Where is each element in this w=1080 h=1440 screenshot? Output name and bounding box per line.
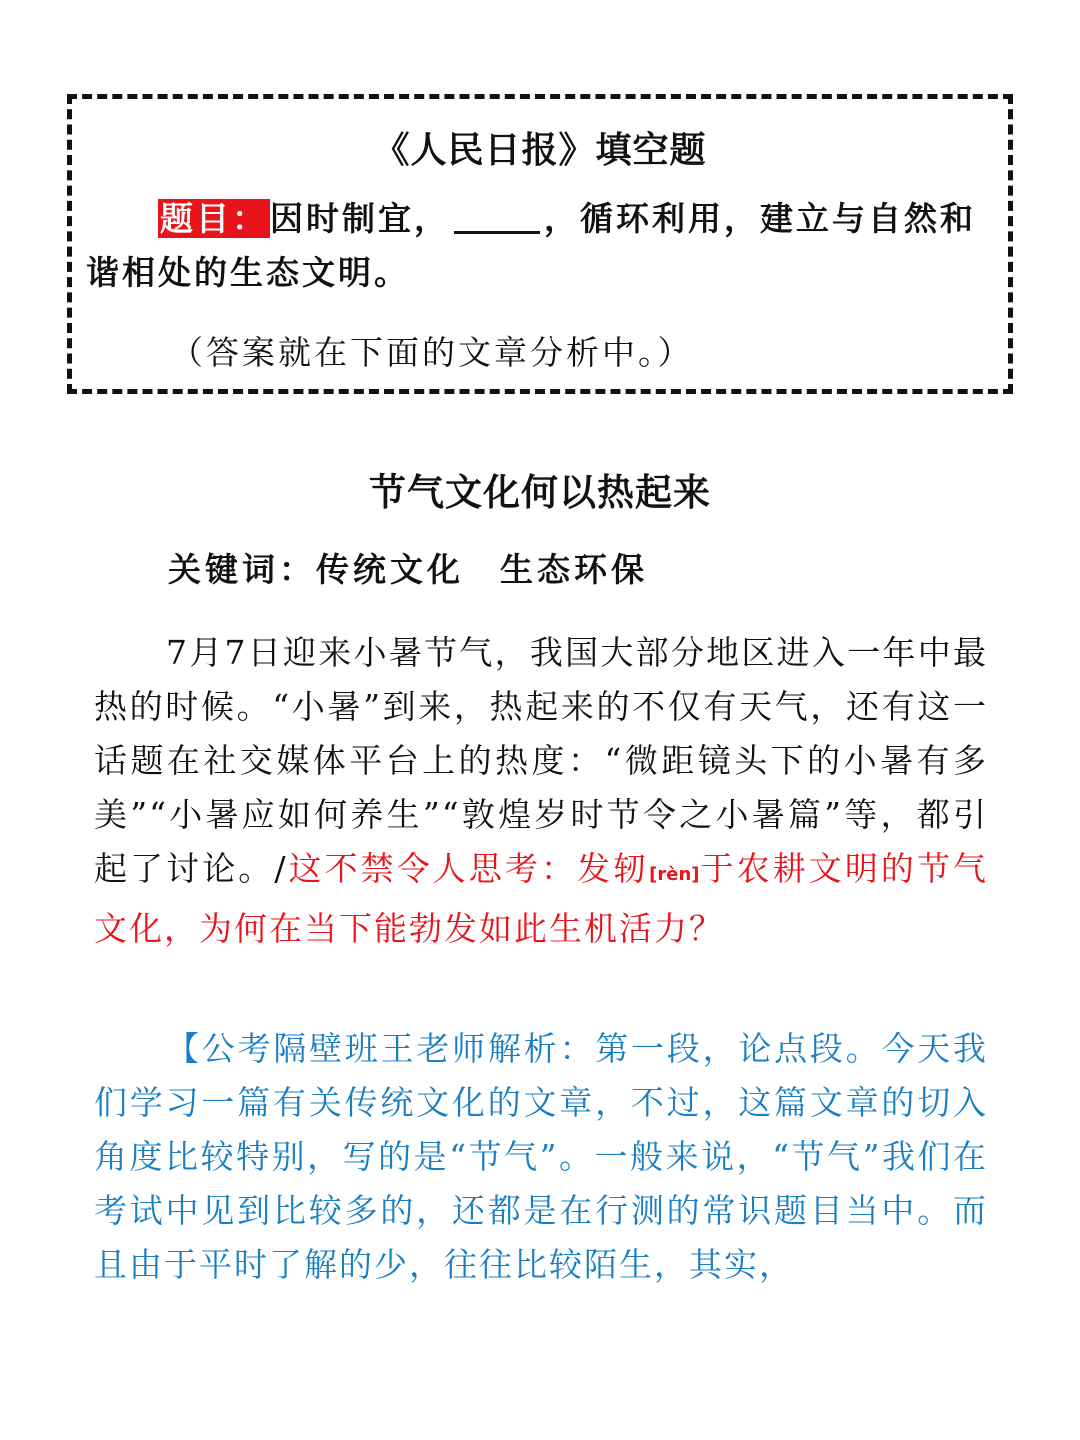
keywords-line <box>168 544 648 591</box>
quiz-title: 《人民日报》填空题 <box>373 129 707 171</box>
article-paragraph-1 <box>94 626 988 956</box>
paragraph-1-thesis-a: 这不禁令人思考：发轫 <box>287 849 650 888</box>
quiz-label: 题目： <box>160 199 268 238</box>
keyword-2: 生态环保 <box>500 550 648 589</box>
quiz-hint: （答案就在下面的文章分析中。） <box>170 333 694 372</box>
quiz-question-before: 因时制宜， <box>270 199 450 238</box>
fill-in-blank <box>454 197 540 234</box>
keyword-1: 传统文化 <box>316 550 464 589</box>
teacher-analysis-paragraph: 【公考隔壁班王老师解析：第一段，论点段。今天我们学习一篇有关传统文化的文章，不过，这篇文章的切入角度比较特别，写的是“节气”。一般来说，“节气”我们在考试中见到比较多的，还都是在行测的常识题目当中。而且由于平时了解的少，往往比较陌生，其实， <box>94 1029 988 1284</box>
pinyin-annotation: [rèn] <box>649 864 700 885</box>
article-title: 节气文化何以热起来 <box>369 470 711 514</box>
quiz-question <box>86 192 1006 300</box>
paragraph-1-text: 7月7日迎来小暑节气，我国大部分地区进入一年中最热的时候。“小暑”到来，热起来的不仅有天气，还有这一话题在社交媒体平台上的热度：“微距镜头下的小暑有多美”“小暑应如何养生”“敦煌岁时节令之小暑篇”等，都引起了讨论。/ <box>94 633 988 888</box>
keywords-label: 关键词： <box>168 550 316 589</box>
quiz-question-after: ，循环利用，建立与自然和谐相处的生态文明。 <box>86 199 976 292</box>
paragraph-1-thesis-b: 于农耕文明的节气文化，为何在当下能勃发如此生机活力？ <box>94 849 989 948</box>
